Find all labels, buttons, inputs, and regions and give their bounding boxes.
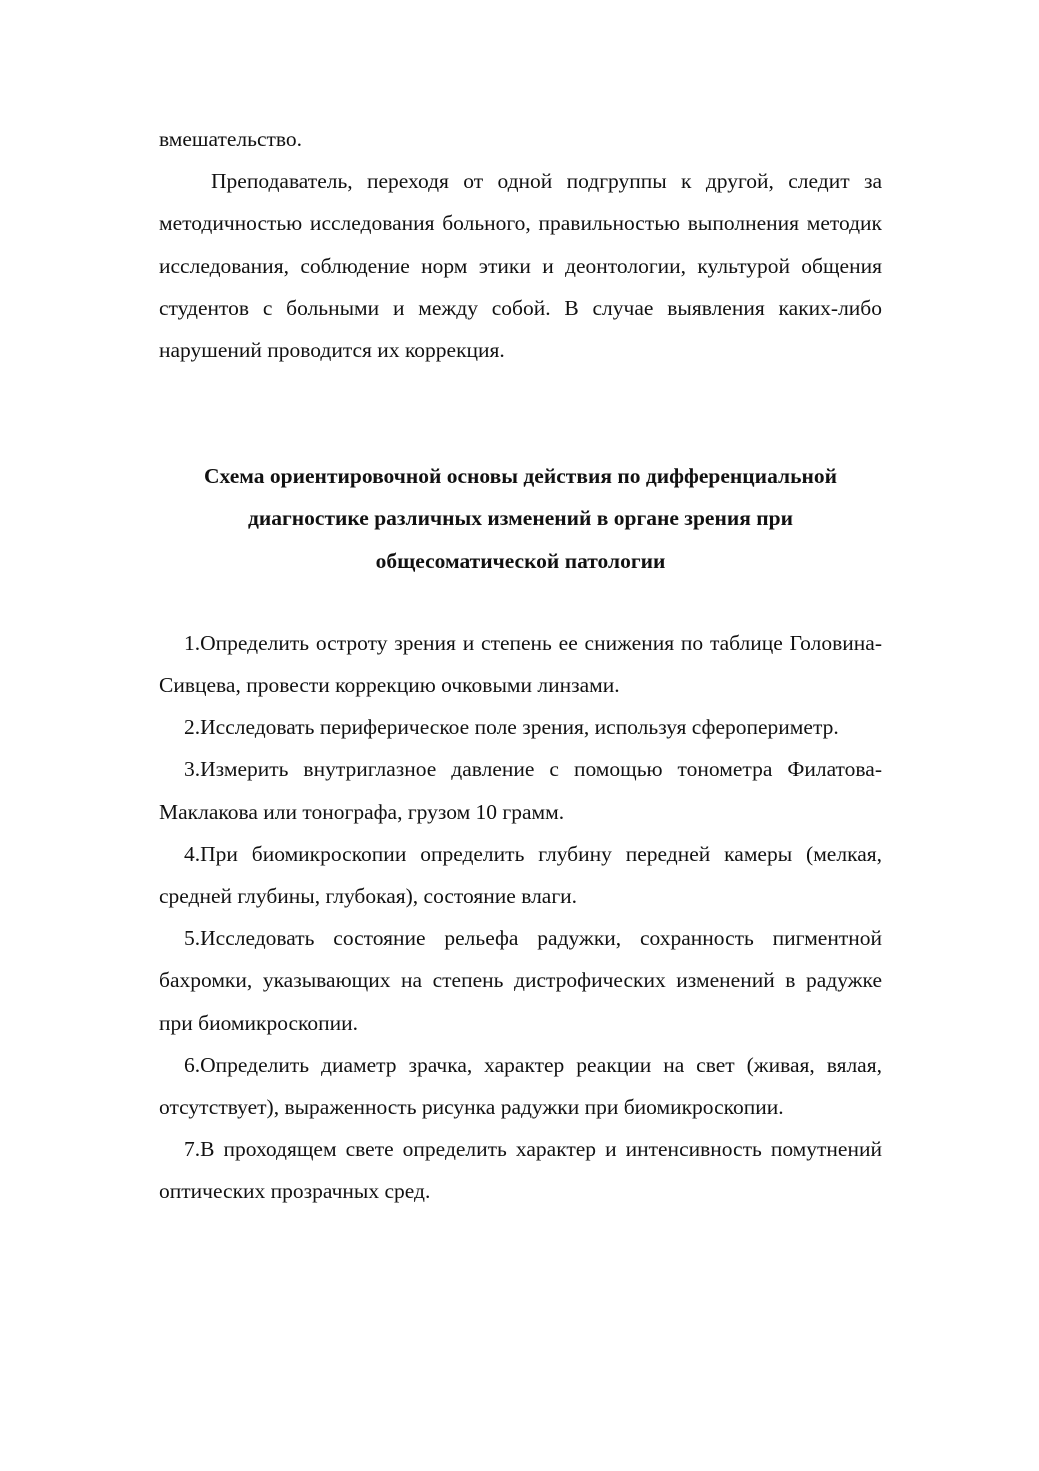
document-page: [159, 118, 882, 1213]
step-item: 7.В проходящем свете определить характер и интенсивность помутнений оптических прозрачных сред.: [159, 1137, 882, 1204]
heading-line-1: Схема ориентировочной основы действия по дифференциальной: [204, 464, 837, 489]
step-item: 6.Определить диаметр зрачка, характер реакции на свет (живая, вялая, отсутствует), выраженность рисунка радужки при биомикроскопии.: [159, 1052, 882, 1120]
intro-paragraph: Преподаватель, переходя от одной подгруппы к другой, следит за методичностью исследования больного, правильностью выполнения методик исследования, соблюдение норм этики и деонтологии, культурой общения студентов с больными и между собой. В случае выявления каких-либо нарушений проводится их коррекция.: [159, 169, 882, 363]
intro-continuation: вмешательство.: [159, 127, 303, 151]
step-item: 2.Исследовать периферическое поле зрения, используя сферопериметр.: [184, 715, 839, 740]
section-heading: [159, 455, 882, 582]
step-item: 4.При биомикроскопии определить глубину передней камеры (мелкая, средней глубины, глубокая), состояние влаги.: [159, 841, 882, 909]
step-item: 1.Определить остроту зрения и степень ее снижения по таблице Головина-Сивцева, провести коррекцию очковыми линзами.: [159, 630, 882, 698]
step-item: 3.Измерить внутриглазное давление с помощью тонометра Филатова-Маклакова или тонографа, грузом 10 грамм.: [159, 757, 882, 824]
step-item: 5.Исследовать состояние рельефа радужки, сохранность пигментной бахромки, указывающих на степень дистрофических изменений в радужке при биомикроскопии.: [159, 926, 882, 1035]
steps-list: [159, 622, 882, 1213]
heading-line-2: диагностике различных изменений в органе зрения при: [248, 506, 793, 531]
heading-line-3: общесоматической патологии: [375, 548, 666, 573]
